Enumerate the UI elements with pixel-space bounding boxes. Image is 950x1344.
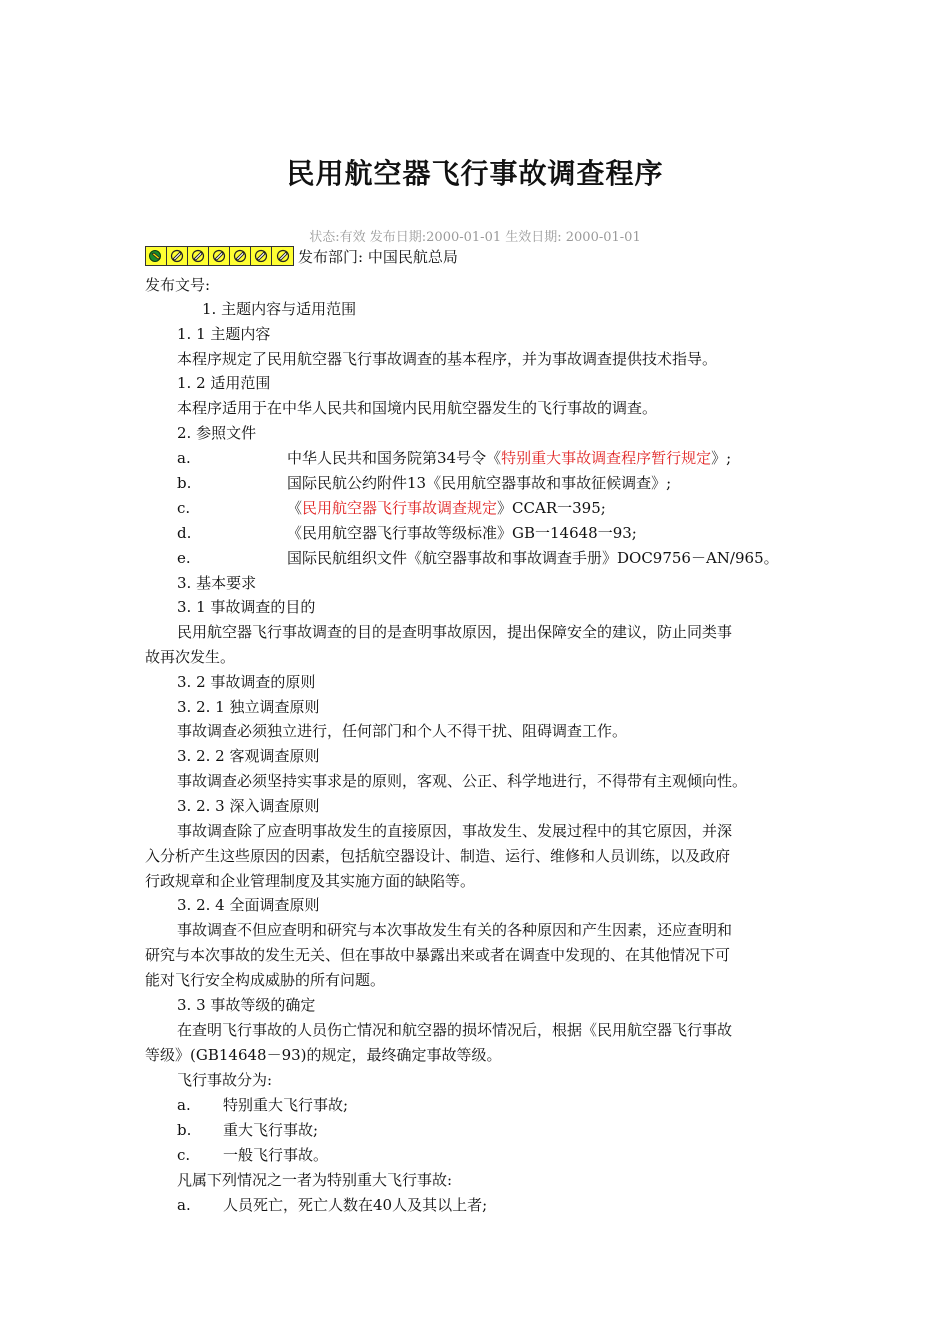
paragraph: 本程序适用于在中华人民共和国境内民用航空器发生的飞行事故的调查。 [177, 399, 658, 417]
icon-toolbar-row [145, 245, 458, 267]
document-meta: 状态:有效 发布日期:2000-01-01 生效日期: 2000-01-01 [309, 230, 641, 245]
section-heading: 1. 主题内容与适用范围 [202, 300, 357, 318]
quill-icon[interactable] [272, 247, 293, 265]
reference-link[interactable]: 特别重大事故调查程序暂行规定 [501, 449, 712, 467]
quill-icon[interactable] [209, 247, 230, 265]
list-item: b. 重大飞行事故; [177, 1121, 319, 1139]
quill-icon[interactable] [167, 247, 188, 265]
subsection-heading: 3. 2. 1 独立调查原则 [177, 698, 320, 716]
paragraph: 本程序规定了民用航空器飞行事故调查的基本程序，并为事故调查提供技术指导。 [177, 350, 718, 368]
subsection-heading: 3. 2. 2 客观调查原则 [177, 747, 320, 765]
paragraph-line: 在查明飞行事故的人员伤亡情况和航空器的损坏情况后，根据《民用航空器飞行事故 [177, 1021, 733, 1039]
paragraph-line: 行政规章和企业管理制度及其实施方面的缺陷等。 [145, 872, 476, 890]
paragraph-line: 研究与本次事故的发生无关、但在事故中暴露出来或者在调查中发现的、在其他情况下可 [145, 946, 731, 964]
list-item: a. 特别重大飞行事故; [177, 1096, 349, 1114]
list-item: a. 人员死亡，死亡人数在40人及其以上者; [177, 1196, 488, 1214]
paragraph-line: 能对飞行安全构成威胁的所有问题。 [145, 971, 386, 989]
subsection-heading: 3. 3 事故等级的确定 [177, 996, 316, 1014]
subsection-heading: 3. 1 事故调查的目的 [177, 598, 316, 616]
reference-link[interactable]: 民用航空器飞行事故调查规定 [302, 499, 498, 517]
reference-item: a. 中华人民共和国务院第34号令《特别重大事故调查程序暂行规定》; [177, 449, 732, 467]
icon-strip [145, 246, 294, 266]
list-item: c. 一般飞行事故。 [177, 1146, 329, 1164]
reference-item: d. 《民用航空器飞行事故等级标准》GB一14648一93; [177, 524, 637, 542]
paragraph: 事故调查必须坚持实事求是的原则，客观、公正、科学地进行，不得带有主观倾向性。 [177, 772, 748, 790]
section-heading: 2. 参照文件 [177, 424, 257, 442]
quill-icon[interactable] [251, 247, 272, 265]
paragraph-line: 事故调查除了应查明事故发生的直接原因，事故发生、发展过程中的其它原因，并深 [177, 822, 733, 840]
paragraph-line: 民用航空器飞行事故调查的目的是查明事故原因，提出保障安全的建议，防止同类事 [177, 623, 733, 641]
subsection-heading: 1. 2 适用范围 [177, 374, 271, 392]
reference-item: e. 国际民航组织文件《航空器事故和事故调查手册》DOC9756－AN/965。 [177, 549, 779, 567]
doc-number: 发布文号: [145, 276, 211, 294]
publishing-department: 发布部门: 中国民航总局 [298, 247, 458, 266]
paragraph-line: 等级》(GB14648－93)的规定，最终确定事故等级。 [145, 1046, 502, 1064]
paragraph-line: 入分析产生这些原因的因素，包括航空器设计、制造、运行、维修和人员训练，以及政府 [145, 847, 731, 865]
reference-item: b. 国际民航公约附件13《民用航空器事故和事故征候调查》; [177, 474, 672, 492]
paragraph-line: 故再次发生。 [145, 648, 236, 666]
paragraph: 凡属下列情况之一者为特别重大飞行事故: [177, 1171, 453, 1189]
subsection-heading: 1. 1 主题内容 [177, 325, 271, 343]
paragraph: 事故调查必须独立进行，任何部门和个人不得干扰、阻碍调查工作。 [177, 722, 628, 740]
subsection-heading: 3. 2 事故调查的原则 [177, 673, 316, 691]
subsection-heading: 3. 2. 3 深入调查原则 [177, 797, 320, 815]
pencil-icon[interactable] [146, 247, 167, 265]
paragraph-line: 事故调查不但应查明和研究与本次事故发生有关的各种原因和产生因素，还应查明和 [177, 921, 733, 939]
subsection-heading: 3. 2. 4 全面调查原则 [177, 896, 320, 914]
section-heading: 3. 基本要求 [177, 574, 257, 592]
reference-item: c. 《民用航空器飞行事故调查规定》CCAR一395; [177, 499, 606, 517]
page-title: 民用航空器飞行事故调查程序 [286, 157, 664, 190]
paragraph: 飞行事故分为: [177, 1071, 273, 1089]
quill-icon[interactable] [230, 247, 251, 265]
quill-icon[interactable] [188, 247, 209, 265]
